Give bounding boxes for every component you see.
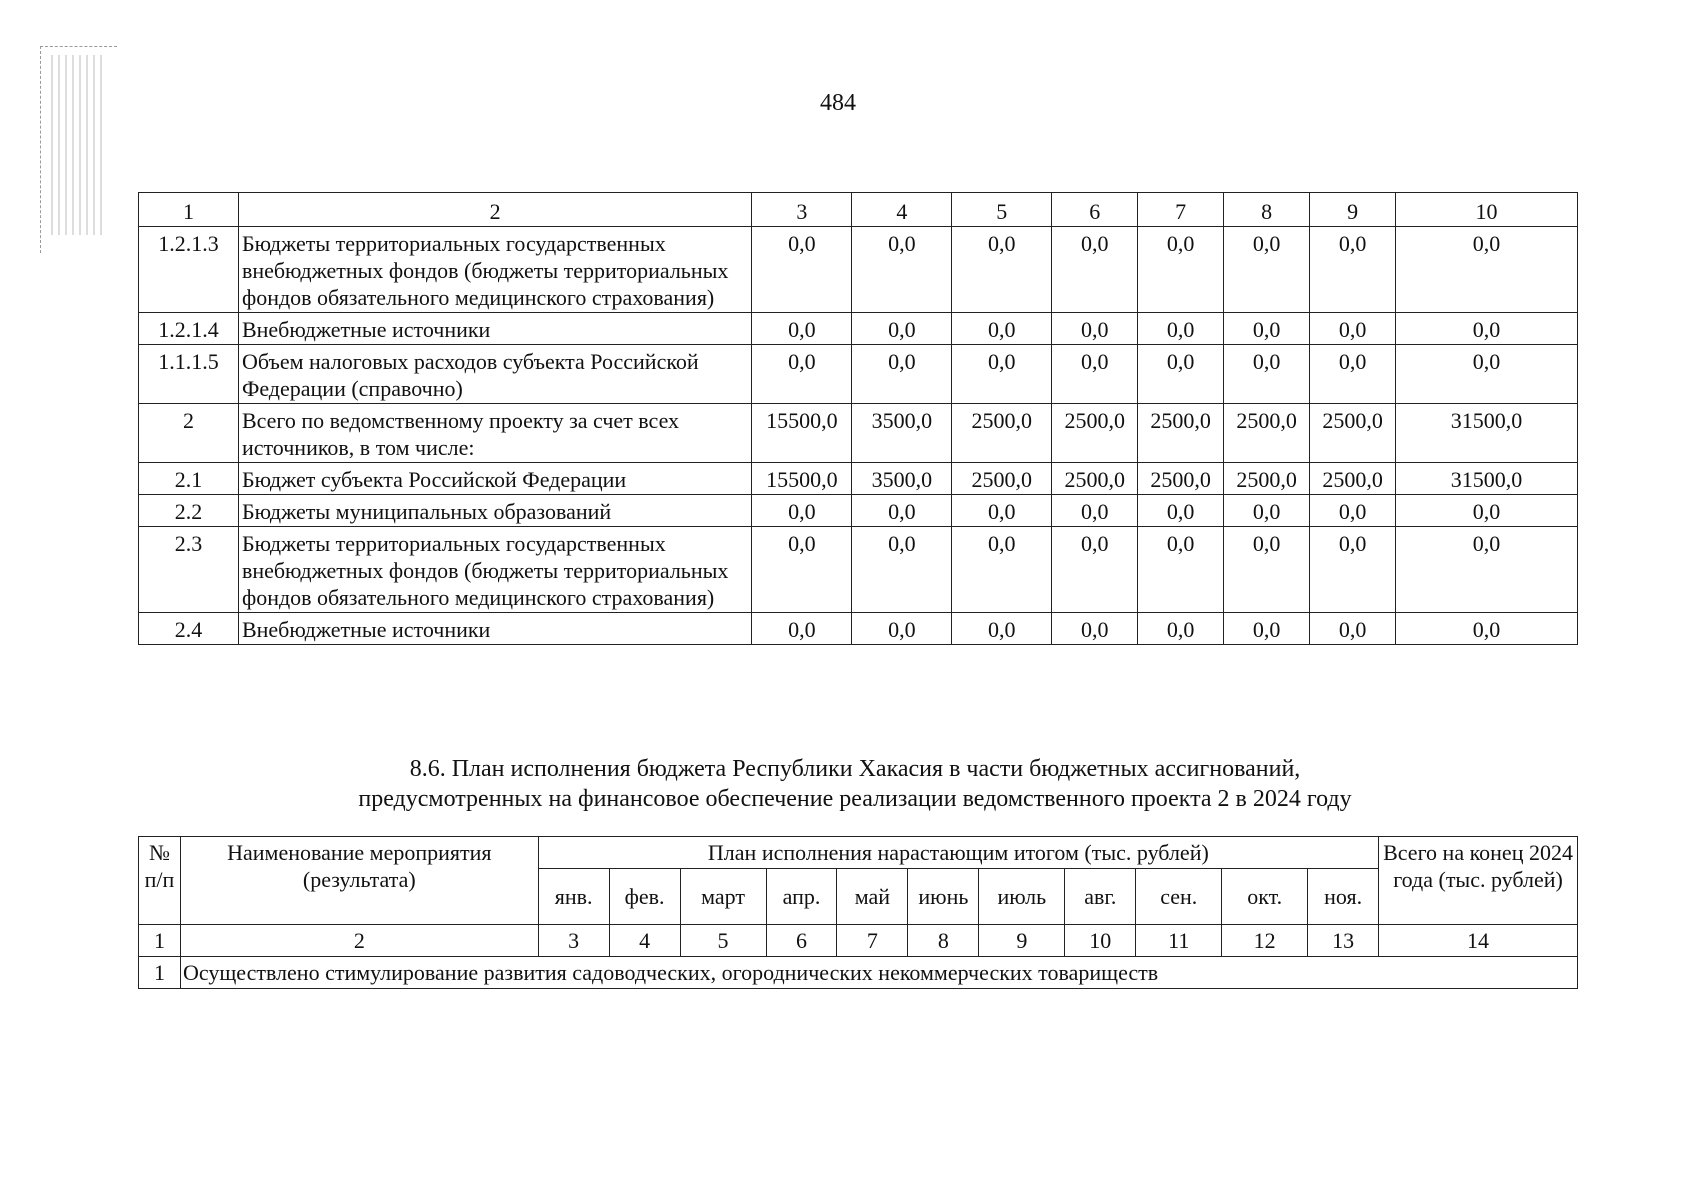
header-cell: 7 — [1138, 193, 1224, 227]
value-cell: 0,0 — [752, 613, 852, 645]
row-name: Бюджеты муниципальных образований — [238, 495, 751, 527]
month-header: окт. — [1222, 869, 1308, 925]
value-cell: 0,0 — [1224, 313, 1310, 345]
row-number: 1 — [139, 957, 181, 989]
month-header: сен. — [1136, 869, 1222, 925]
value-cell: 0,0 — [852, 227, 952, 313]
value-cell: 0,0 — [1310, 495, 1396, 527]
value-cell: 0,0 — [852, 527, 952, 613]
value-cell: 2500,0 — [1310, 463, 1396, 495]
month-header: ноя. — [1308, 869, 1379, 925]
column-number-row — [139, 925, 1578, 957]
value-cell: 0,0 — [1052, 613, 1138, 645]
table-header-row — [139, 193, 1578, 227]
column-number: 9 — [979, 925, 1065, 957]
value-cell: 0,0 — [1138, 495, 1224, 527]
column-number: 14 — [1379, 925, 1578, 957]
value-cell: 3500,0 — [852, 463, 952, 495]
value-cell: 0,0 — [1052, 495, 1138, 527]
value-cell: 15500,0 — [752, 463, 852, 495]
value-cell: 0,0 — [752, 495, 852, 527]
table-row — [139, 404, 1578, 463]
row-number: 2.4 — [139, 613, 239, 645]
value-cell: 0,0 — [1138, 227, 1224, 313]
value-cell: 0,0 — [952, 227, 1052, 313]
value-cell: 0,0 — [952, 527, 1052, 613]
value-cell: 0,0 — [1310, 613, 1396, 645]
row-name: Бюджеты территориальных государственных внебюджетных фондов (бюджеты территориальных фондов обязательного медицинского страхования) — [238, 227, 751, 313]
table-row — [139, 527, 1578, 613]
table-row — [139, 613, 1578, 645]
value-cell: 0,0 — [952, 345, 1052, 404]
header-cell: 5 — [952, 193, 1052, 227]
value-cell: 0,0 — [1138, 345, 1224, 404]
value-cell: 2500,0 — [1052, 404, 1138, 463]
month-header: май — [837, 869, 908, 925]
row-number: 2.3 — [139, 527, 239, 613]
row-name: Бюджет субъекта Российской Федерации — [238, 463, 751, 495]
header-cell: 8 — [1224, 193, 1310, 227]
row-number: 1.2.1.4 — [139, 313, 239, 345]
page-number: 484 — [820, 90, 856, 116]
header-cell: 6 — [1052, 193, 1138, 227]
value-cell: 0,0 — [852, 495, 952, 527]
month-header: апр. — [766, 869, 837, 925]
value-cell: 0,0 — [1396, 313, 1578, 345]
month-header: июнь — [908, 869, 979, 925]
column-number: 11 — [1136, 925, 1222, 957]
col-plan-header: План исполнения нарастающим итогом (тыс. рублей) — [538, 837, 1378, 869]
row-number: 1.1.1.5 — [139, 345, 239, 404]
month-header: фев. — [609, 869, 680, 925]
col-name-header: Наименование мероприятия (результата) — [180, 837, 538, 925]
budget-plan-table — [138, 836, 1578, 989]
value-cell: 0,0 — [1052, 527, 1138, 613]
value-cell: 2500,0 — [1224, 404, 1310, 463]
column-number: 4 — [609, 925, 680, 957]
column-number: 12 — [1222, 925, 1308, 957]
value-cell: 0,0 — [752, 527, 852, 613]
value-cell: 0,0 — [1224, 495, 1310, 527]
header-cell: 9 — [1310, 193, 1396, 227]
value-cell: 0,0 — [1138, 527, 1224, 613]
value-cell: 0,0 — [952, 495, 1052, 527]
row-number: 2.2 — [139, 495, 239, 527]
column-number: 13 — [1308, 925, 1379, 957]
month-header: июль — [979, 869, 1065, 925]
value-cell: 0,0 — [1138, 313, 1224, 345]
value-cell: 0,0 — [752, 313, 852, 345]
table-row — [139, 227, 1578, 313]
column-number: 6 — [766, 925, 837, 957]
value-cell: 0,0 — [1310, 227, 1396, 313]
month-header: янв. — [538, 869, 609, 925]
value-cell: 0,0 — [852, 613, 952, 645]
value-cell: 31500,0 — [1396, 463, 1578, 495]
col-number-header: № п/п — [139, 837, 181, 925]
month-header: авг. — [1065, 869, 1136, 925]
column-number: 2 — [180, 925, 538, 957]
value-cell: 0,0 — [952, 313, 1052, 345]
header-cell: 10 — [1396, 193, 1578, 227]
table-row — [139, 345, 1578, 404]
value-cell: 0,0 — [1396, 345, 1578, 404]
value-cell: 0,0 — [1052, 345, 1138, 404]
header-cell: 2 — [238, 193, 751, 227]
value-cell: 0,0 — [1396, 227, 1578, 313]
header-cell: 3 — [752, 193, 852, 227]
section-heading — [130, 754, 1580, 814]
value-cell: 0,0 — [1310, 313, 1396, 345]
table-row — [139, 313, 1578, 345]
table-row — [139, 957, 1578, 989]
row-name: Объем налоговых расходов субъекта Российской Федерации (справочно) — [238, 345, 751, 404]
row-number: 2.1 — [139, 463, 239, 495]
value-cell: 2500,0 — [1052, 463, 1138, 495]
value-cell: 0,0 — [1052, 227, 1138, 313]
value-cell: 2500,0 — [1224, 463, 1310, 495]
column-number: 5 — [680, 925, 766, 957]
value-cell: 2500,0 — [952, 463, 1052, 495]
value-cell: 0,0 — [1224, 227, 1310, 313]
column-number: 10 — [1065, 925, 1136, 957]
table-row — [139, 463, 1578, 495]
value-cell: 2500,0 — [1310, 404, 1396, 463]
section-heading-line: 8.6. План исполнения бюджета Республики Хакасия в части бюджетных ассигнований, — [409, 756, 1301, 782]
value-cell: 2500,0 — [1138, 463, 1224, 495]
column-number: 8 — [908, 925, 979, 957]
value-cell: 0,0 — [1224, 527, 1310, 613]
value-cell: 0,0 — [1396, 527, 1578, 613]
column-number: 1 — [139, 925, 181, 957]
value-cell: 0,0 — [1396, 495, 1578, 527]
row-name: Осуществлено стимулирование развития садоводческих, огороднических некоммерческих товариществ — [180, 957, 1577, 989]
value-cell: 0,0 — [1310, 345, 1396, 404]
section-heading-line: предусмотренных на финансовое обеспечение реализации ведомственного проекта 2 в 2024 году — [358, 786, 1352, 812]
value-cell: 0,0 — [1052, 313, 1138, 345]
row-number: 1.2.1.3 — [139, 227, 239, 313]
column-number: 7 — [837, 925, 908, 957]
value-cell: 0,0 — [752, 227, 852, 313]
month-header: март — [680, 869, 766, 925]
header-cell: 1 — [139, 193, 239, 227]
value-cell: 0,0 — [1396, 613, 1578, 645]
financing-table — [138, 192, 1578, 645]
row-name: Бюджеты территориальных государственных внебюджетных фондов (бюджеты территориальных фондов обязательного медицинского страхования) — [238, 527, 751, 613]
table-header-row — [139, 837, 1578, 869]
value-cell: 15500,0 — [752, 404, 852, 463]
col-total-header: Всего на конец 2024 года (тыс. рублей) — [1379, 837, 1578, 925]
value-cell: 3500,0 — [852, 404, 952, 463]
value-cell: 0,0 — [1224, 613, 1310, 645]
row-name: Внебюджетные источники — [238, 613, 751, 645]
row-number: 2 — [139, 404, 239, 463]
value-cell: 31500,0 — [1396, 404, 1578, 463]
value-cell: 0,0 — [1310, 527, 1396, 613]
value-cell: 2500,0 — [952, 404, 1052, 463]
table-row — [139, 495, 1578, 527]
value-cell: 0,0 — [752, 345, 852, 404]
value-cell: 2500,0 — [1138, 404, 1224, 463]
registration-stamp — [40, 46, 117, 253]
value-cell: 0,0 — [852, 345, 952, 404]
value-cell: 0,0 — [852, 313, 952, 345]
column-number: 3 — [538, 925, 609, 957]
header-cell: 4 — [852, 193, 952, 227]
value-cell: 0,0 — [1138, 613, 1224, 645]
row-name: Всего по ведомственному проекту за счет всех источников, в том числе: — [238, 404, 751, 463]
value-cell: 0,0 — [952, 613, 1052, 645]
value-cell: 0,0 — [1224, 345, 1310, 404]
row-name: Внебюджетные источники — [238, 313, 751, 345]
